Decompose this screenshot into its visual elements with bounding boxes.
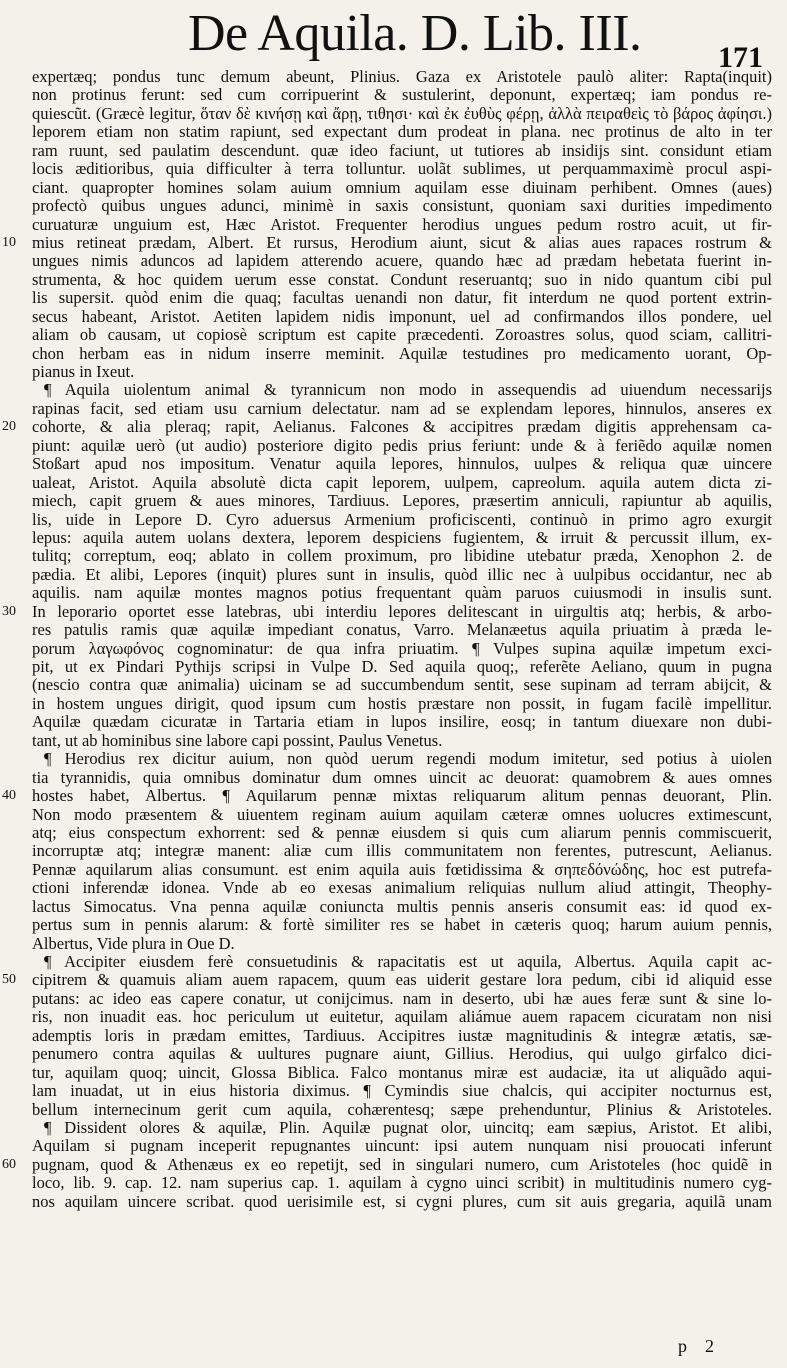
line-text: nos aquilam uincere scribat. quod uerisimile est, si cygni plures, cum sit auis gregaria, aquilã unam xyxy=(32,1192,772,1211)
text-line xyxy=(0,68,787,86)
text-line xyxy=(0,566,787,584)
text-line xyxy=(0,732,787,750)
line-text: penumero contra aquilas & uultures pugnare aiunt, Gillius. Herodius, qui uulgo girfalco dici- xyxy=(32,1045,772,1064)
line-text: Aquilæ quædam cicuratæ in Tartaria etiam in lupos insilire, eosq; in tantum diuexare non dubi- xyxy=(32,713,772,732)
text-line xyxy=(0,713,787,731)
line-text: incorruptæ atq; integræ manent: aliæ cum illis communitatem non ferentes, putrescunt, Aelianus. xyxy=(32,842,772,861)
text-line xyxy=(0,1008,787,1026)
text-line xyxy=(0,842,787,860)
line-text: aliam ob causam, ut copiosè scriptum est capite præcedenti. Zoroastres solus, quod sciam, callitri- xyxy=(32,326,772,345)
line-text: Albertus, Vide plura in Oue D. xyxy=(32,934,235,953)
line-text: (nescio contra quæ animalia) uicinam se ad succumbendum sentit, sese supinam ad terram abijcit, & xyxy=(32,676,772,695)
line-text: pianus in Ixeut. xyxy=(32,363,135,381)
text-line xyxy=(0,621,787,639)
text-line xyxy=(0,695,787,713)
line-text: lis supersit. quòd enim die quaq; facultas uenandi non datur, fit interdum ne quod portent extrin- xyxy=(32,289,772,308)
text-line xyxy=(0,381,787,399)
text-line xyxy=(0,953,787,971)
line-text: cipitrem & quamuis aliam auem rapacem, quum eas uiderit gestare lora pedum, cibi id aliquid esse xyxy=(32,971,772,990)
line-text: putans: ac ideo eas capere conatur, ut conijcimus. nam in deserto, ubi hæ aues feræ sunt & sine lo- xyxy=(32,989,772,1008)
text-line xyxy=(0,990,787,1008)
line-text: res patulis ramis quæ aquilæ impediant conatus, Varro. Melanæetus aquila priuatim à præda le- xyxy=(32,621,772,640)
line-text: in hostem ungues dirigit, quod ipsum cum hostis præstare non possit, in fugam facilè impellitur. xyxy=(32,694,772,713)
line-number: 40 xyxy=(2,788,16,804)
line-number: 10 xyxy=(2,234,16,250)
body-text xyxy=(0,68,787,1211)
text-line xyxy=(0,1027,787,1045)
line-text: chon herbam eas in nidum inserre meminit. Aquilæ testudines pro medicamento uorant, Op- xyxy=(32,344,772,363)
text-line xyxy=(0,898,787,916)
line-text: ¶ Dissident olores & aquilæ, Plin. Aquilæ pugnat olor, uincitq; eam sæpius, Aristot. Et alibi, xyxy=(44,1118,772,1137)
line-text: ctioni inferendæ idonea. Vnde ab eo exesas animalium reliquias nullum aliud attingit, Theophy- xyxy=(32,879,772,898)
line-text: ris, non inuadit eas. hoc periculum ut euitetur, aquilam aliámue auem rapacem cicuratam non nisi xyxy=(32,1008,772,1027)
text-line xyxy=(0,1064,787,1082)
line-text: ungues nimis aduncos ad lapidem atterendo acuere, quando hæc ad prædam hebetata fuerint in- xyxy=(32,252,772,271)
text-line xyxy=(0,547,787,565)
text-line xyxy=(0,584,787,602)
text-line xyxy=(0,216,787,234)
line-number: 20 xyxy=(2,419,16,435)
running-head xyxy=(0,0,787,74)
line-text: mius retineat prædam, Albert. Et rursus, Herodium aiunt, sicut & alias aues rapaces rostrum & xyxy=(32,233,772,252)
text-line xyxy=(0,861,787,879)
line-text: pit, ut ex Pindari Pythijs scripsi in Vulpe D. Sed aquila quoq;, referẽte Aeliano, quum in pugna xyxy=(32,658,772,676)
line-text: tur, aquilam quoq; uincit, Glossa Biblica. Falco montanus miræ est audaciæ, ita ut aliquãdo aqui- xyxy=(32,1063,772,1082)
text-line xyxy=(0,640,787,658)
signature-number: 2 xyxy=(705,1336,714,1356)
text-line xyxy=(0,252,787,270)
text-line xyxy=(0,676,787,694)
line-text: bellum internecinum gerit cum aquila, cohærentesq; sæpe prehenduntur, Plinius & Aristoteles. xyxy=(32,1100,772,1119)
line-text: strumenta, & hoc quidem uerum esse constat. Condunt reseruantq; suo in nido quantum cibi pul xyxy=(32,270,772,289)
line-text: non protinus ferunt: sed cum corripuerint & sustulerint, deponunt, expertæq; iam pondus re- xyxy=(32,86,772,105)
line-text: curuaturæ unguium est, Hæc Aristot. Frequenter herodius ungues pedum rostro acuit, ut fir- xyxy=(32,215,772,234)
text-line xyxy=(0,806,787,824)
line-text: leporem etiam non statim rapiunt, sed expectant dum prodeat in plana. nec protinus de alto in ter xyxy=(32,123,772,142)
text-line xyxy=(0,511,787,529)
text-line xyxy=(0,1045,787,1063)
line-text: aquilis. nam aquilæ montes magnos potius frequentant quàm paruos cuiusmodi in insulis sunt. xyxy=(32,584,772,603)
text-line xyxy=(0,750,787,768)
running-title: De Aquila. D. Lib. III. xyxy=(188,5,642,62)
line-text: ademptis loris in prædam emittes, Tardiuus. Accipitres iustæ magnitudinis & integræ ætatis, sæ- xyxy=(32,1026,772,1045)
line-text: pædia. Et alibi, Lepores (inquit) plures sunt in insulis, quòd illic nec à uulpibus occidantur, nec ab xyxy=(32,565,772,584)
text-line xyxy=(0,1137,787,1155)
line-text: rapinas facit, sed etiam usu carnium delectatur. nam ad se explendam lepores, hinnulos, anseres ex xyxy=(32,399,772,418)
line-text: ciant. quapropter homines solam auium omnium aquilam esse diuinam perhibent. Omnes (aues) xyxy=(32,178,772,197)
text-line xyxy=(0,1101,787,1119)
line-text: Aquilam si pugnam inceperit repugnantes uincunt: ipsi autem nunquam nisi prouocati inferunt xyxy=(32,1137,772,1156)
line-text: hostes habet, Albertus. ¶ Aquilarum pennæ mixtas reliquarum alitum pennas deuorant, Plin. xyxy=(32,787,772,806)
text-line xyxy=(0,400,787,418)
line-text: lis, uide in Lepore D. Cyro aduersus Armenium proficiscenti, continuò in primo agro exurgit xyxy=(32,510,772,529)
line-text: locis æditioribus, quia difficulter à terra tolluntur. uolãt sublimes, ut perquammaximè procul aspi- xyxy=(32,160,772,179)
signature-letter: p xyxy=(678,1336,687,1356)
signature-mark xyxy=(678,1336,714,1357)
text-line xyxy=(0,658,787,676)
text-line xyxy=(0,879,787,897)
text-line xyxy=(0,271,787,289)
text-line xyxy=(0,492,787,510)
line-text: ¶ Herodius rex dicitur auium, non quòd uerum regendi modum imitetur, sed potius à uiolen xyxy=(44,750,772,769)
text-line xyxy=(0,308,787,326)
line-number: 60 xyxy=(2,1156,16,1172)
text-line xyxy=(0,418,787,436)
line-text: ¶ Aquila uiolentum animal & tyrannicum non modo in assequendis ad uiuendum necessarijs xyxy=(44,381,772,400)
text-line xyxy=(0,363,787,381)
text-line xyxy=(0,197,787,215)
line-text: In leporario oportet esse latebras, ubi interdiu lepores delitescant in uirgultis atq; herbis, & arbo- xyxy=(32,602,772,621)
text-line xyxy=(0,1193,787,1211)
text-line xyxy=(0,326,787,344)
text-line xyxy=(0,1082,787,1100)
text-line xyxy=(0,474,787,492)
line-text: expertæq; pondus tunc demum abeunt, Plinius. Gaza ex Aristotele paulò aliter: Rapta(inquit) xyxy=(32,68,772,86)
line-number: 30 xyxy=(2,603,16,619)
line-text: pugnam, quod & Athenæus ex eo repetijt, sed in singulari numero, cum Aristoteles (hoc quidẽ in xyxy=(32,1155,772,1174)
text-line xyxy=(0,345,787,363)
text-line xyxy=(0,935,787,953)
line-text: profectò quibus ungues adunci, minimè in saxis consistunt, quoniam saxi durities impedimento xyxy=(32,197,772,216)
line-text: lam inuadat, ut in eius historia diximus. ¶ Cymindis siue chalcis, qui accipiter nocturnus est, xyxy=(32,1082,772,1101)
line-text: ¶ Accipiter eiusdem ferè consuetudinis & rapacitatis est ut aquila, Albertus. Aquila capit ac- xyxy=(44,953,772,971)
line-text: ualeat, Aristot. Aquila absolutè dicta capit leporem, uulpem, capreolum. aquila autem dicta zi- xyxy=(32,473,772,492)
text-line xyxy=(0,123,787,141)
text-line xyxy=(0,603,787,621)
line-text: tia tyrannidis, quia omnibus dominatur dum omnes uincit ac deuorat: quamobrem & aues omnes xyxy=(32,768,772,787)
line-text: Pennæ aquilarum alias consumunt. est enim aquila auis fœtidissima & σηπεδόνώδης, hoc est putrefa- xyxy=(32,860,772,879)
text-line xyxy=(0,86,787,104)
text-line xyxy=(0,105,787,123)
text-line xyxy=(0,289,787,307)
text-line xyxy=(0,1156,787,1174)
line-text: cohorte, & alia pleraq; rapit, Aelianus. Falcones & accipitres prædam digitis apprehensam ca- xyxy=(32,418,772,437)
line-text: atq; eius conspectum exhorrent: sed & pennæ eiusdem si quis cum aliarum pennis commiscuerit, xyxy=(32,823,772,842)
text-line xyxy=(0,769,787,787)
line-text: miech, capit gruem & aues minores, Tardiuus. Lepores, præsertim anniculi, rapiuntur ab aquilis, xyxy=(32,492,772,511)
line-text: loco, lib. 9. cap. 12. nam superius cap. 1. aquilam à cygno uinci scribit) in multitudinis numero cyg- xyxy=(32,1174,772,1193)
text-line xyxy=(0,437,787,455)
text-line xyxy=(0,234,787,252)
text-line xyxy=(0,455,787,473)
line-text: ram ruunt, sed paulatim descendunt. quæ ideo faciunt, ut tutiores ab insidijs sint. considunt etiam xyxy=(32,141,772,160)
line-text: lactus Simocatus. Vna penna aquilæ coniuncta multis pennis anseris consumit eas: id quod ex- xyxy=(32,897,772,916)
text-line xyxy=(0,916,787,934)
text-line xyxy=(0,142,787,160)
text-line xyxy=(0,529,787,547)
page-number: 171 xyxy=(718,41,763,74)
line-text: porum λαγωφόνος cognominatur: de qua infra priuatim. ¶ Vulpes supina aquilæ impetum exci- xyxy=(32,639,772,658)
line-number: 50 xyxy=(2,972,16,988)
line-text: tulitq; correptum, eoq; ablato in collem proximum, pro libidine utebatur præda, Xenophon 2. de xyxy=(32,547,772,566)
line-text: Stoßart apud nos impositum. Venatur aquila lepores, hinnulos, uulpes & reliqua quæ uincere xyxy=(32,455,772,474)
text-line xyxy=(0,787,787,805)
line-text: pertus sum in pennis alarum: & fortè similiter res se habet in cæteris quoq; harum auium pennis, xyxy=(32,916,772,935)
line-text: tant, ut ab hominibus sine labore capi possint, Paulus Venetus. xyxy=(32,731,443,750)
line-text: quiescũt. (Græcè legitur, ὅταν δὲ κινήσῃ καὶ ἄρῃ, τιθησι· καὶ ἐκ ἐυθὺς φέρῃ, ἀλλὰ πειραθεὶς τὸ βάρος ἀφίησι.) xyxy=(32,104,772,123)
text-line xyxy=(0,1119,787,1137)
text-line xyxy=(0,160,787,178)
line-text: piunt: aquilæ uerò (ut audio) posteriore digito pedis prius feriunt: unde & à feriẽdo aquilæ nomen xyxy=(32,436,772,455)
line-text: secus habeant, Aristot. Aetiten lapidem nidis imponunt, uel ad confirmandos illos pondere, uel xyxy=(32,307,772,326)
text-line xyxy=(0,971,787,989)
line-text: lepus: aquila autem uolans dextera, leporem despiciens fugientem, & irruit & percussit illum, ex- xyxy=(32,528,772,547)
text-line xyxy=(0,1174,787,1192)
text-line xyxy=(0,824,787,842)
text-line xyxy=(0,179,787,197)
line-text: Non modo præsentem & uiuentem reginam auium aquilam cæteræ omnes uolucres extimescunt, xyxy=(32,805,772,824)
